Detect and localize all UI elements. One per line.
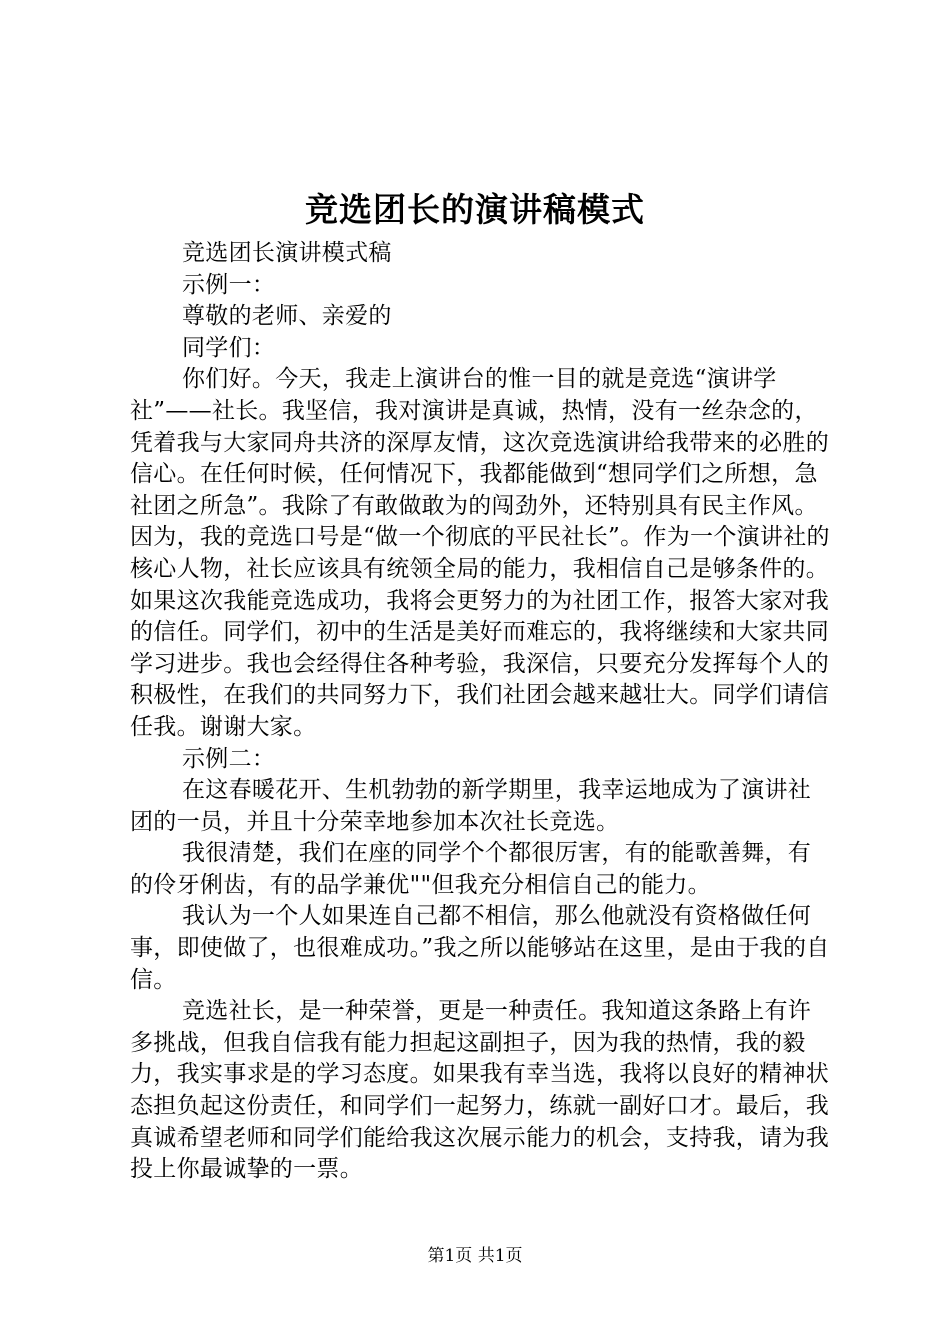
body-paragraph: 在这春暖花开、生机勃勃的新学期里，我幸运地成为了演讲社团的一员，并且十分荣幸地参加本次社长竞选。 [130,777,812,835]
document-body [130,238,830,1186]
page-number-footer: 第1页 共1页 [427,1246,523,1266]
body-paragraph: 我很清楚，我们在座的同学个个都很厉害，有的能歌善舞，有的伶牙俐齿，有的品学兼优""但我充分相信自己的能力。 [130,840,812,898]
salutation-line: 尊敬的老师、亲爱的 [182,303,392,330]
body-paragraph: 竞选社长，是一种荣誉，更是一种责任。我知道这条路上有许多挑战，但我自信我有能力担起这副担子，因为我的热情，我的毅力，我实事求是的学习态度。如果我有幸当选，我将以良好的精神状态担负起这份责任，和同学们一起努力，练就一副好口才。最后，我真诚希望老师和同学们能给我这次展示能力的机会，支持我，请为我投上你最诚挚的一票。 [130,998,829,1183]
document-title: 竞选团长的演讲稿模式 [305,190,645,229]
subtitle-paragraph: 竞选团长演讲模式稿 [182,240,392,266]
body-paragraph: 我认为一个人如果连自己都不相信，那么他就没有资格做任何事，即使做了，也很难成功。”我之所以能够站在这里，是由于我的自信。 [130,903,830,993]
example-two-heading: 示例二： [182,745,276,772]
salutation-line-2: 同学们： [182,334,276,361]
example-one-heading: 示例一： [182,271,276,298]
body-paragraph: 你们好。今天，我走上演讲台的惟一目的就是竞选“演讲学社”——社长。我坚信，我对演讲是真诚，热情，没有一丝杂念的，凭着我与大家同舟共济的深厚友情，这次竞选演讲给我带来的必胜的信心。在任何时候，任何情况下，我都能做到“想同学们之所想，急社团之所急”。我除了有敢做敢为的闯劲外，还特别具有民主作风。因为，我的竞选口号是“做一个彻底的平民社长”。作为一个演讲社的核心人物，社长应该具有统领全局的能力，我相信自己是够条件的。如果这次我能竞选成功，我将会更努力的为社团工作，报答大家对我的信任。同学们，初中的生活是美好而难忘的，我将继续和大家共同学习进步。我也会经得住各种考验，我深信，只要充分发挥每个人的积极性，在我们的共同努力下，我们社团会越来越壮大。同学们请信任我。谢谢大家。 [130,366,830,740]
